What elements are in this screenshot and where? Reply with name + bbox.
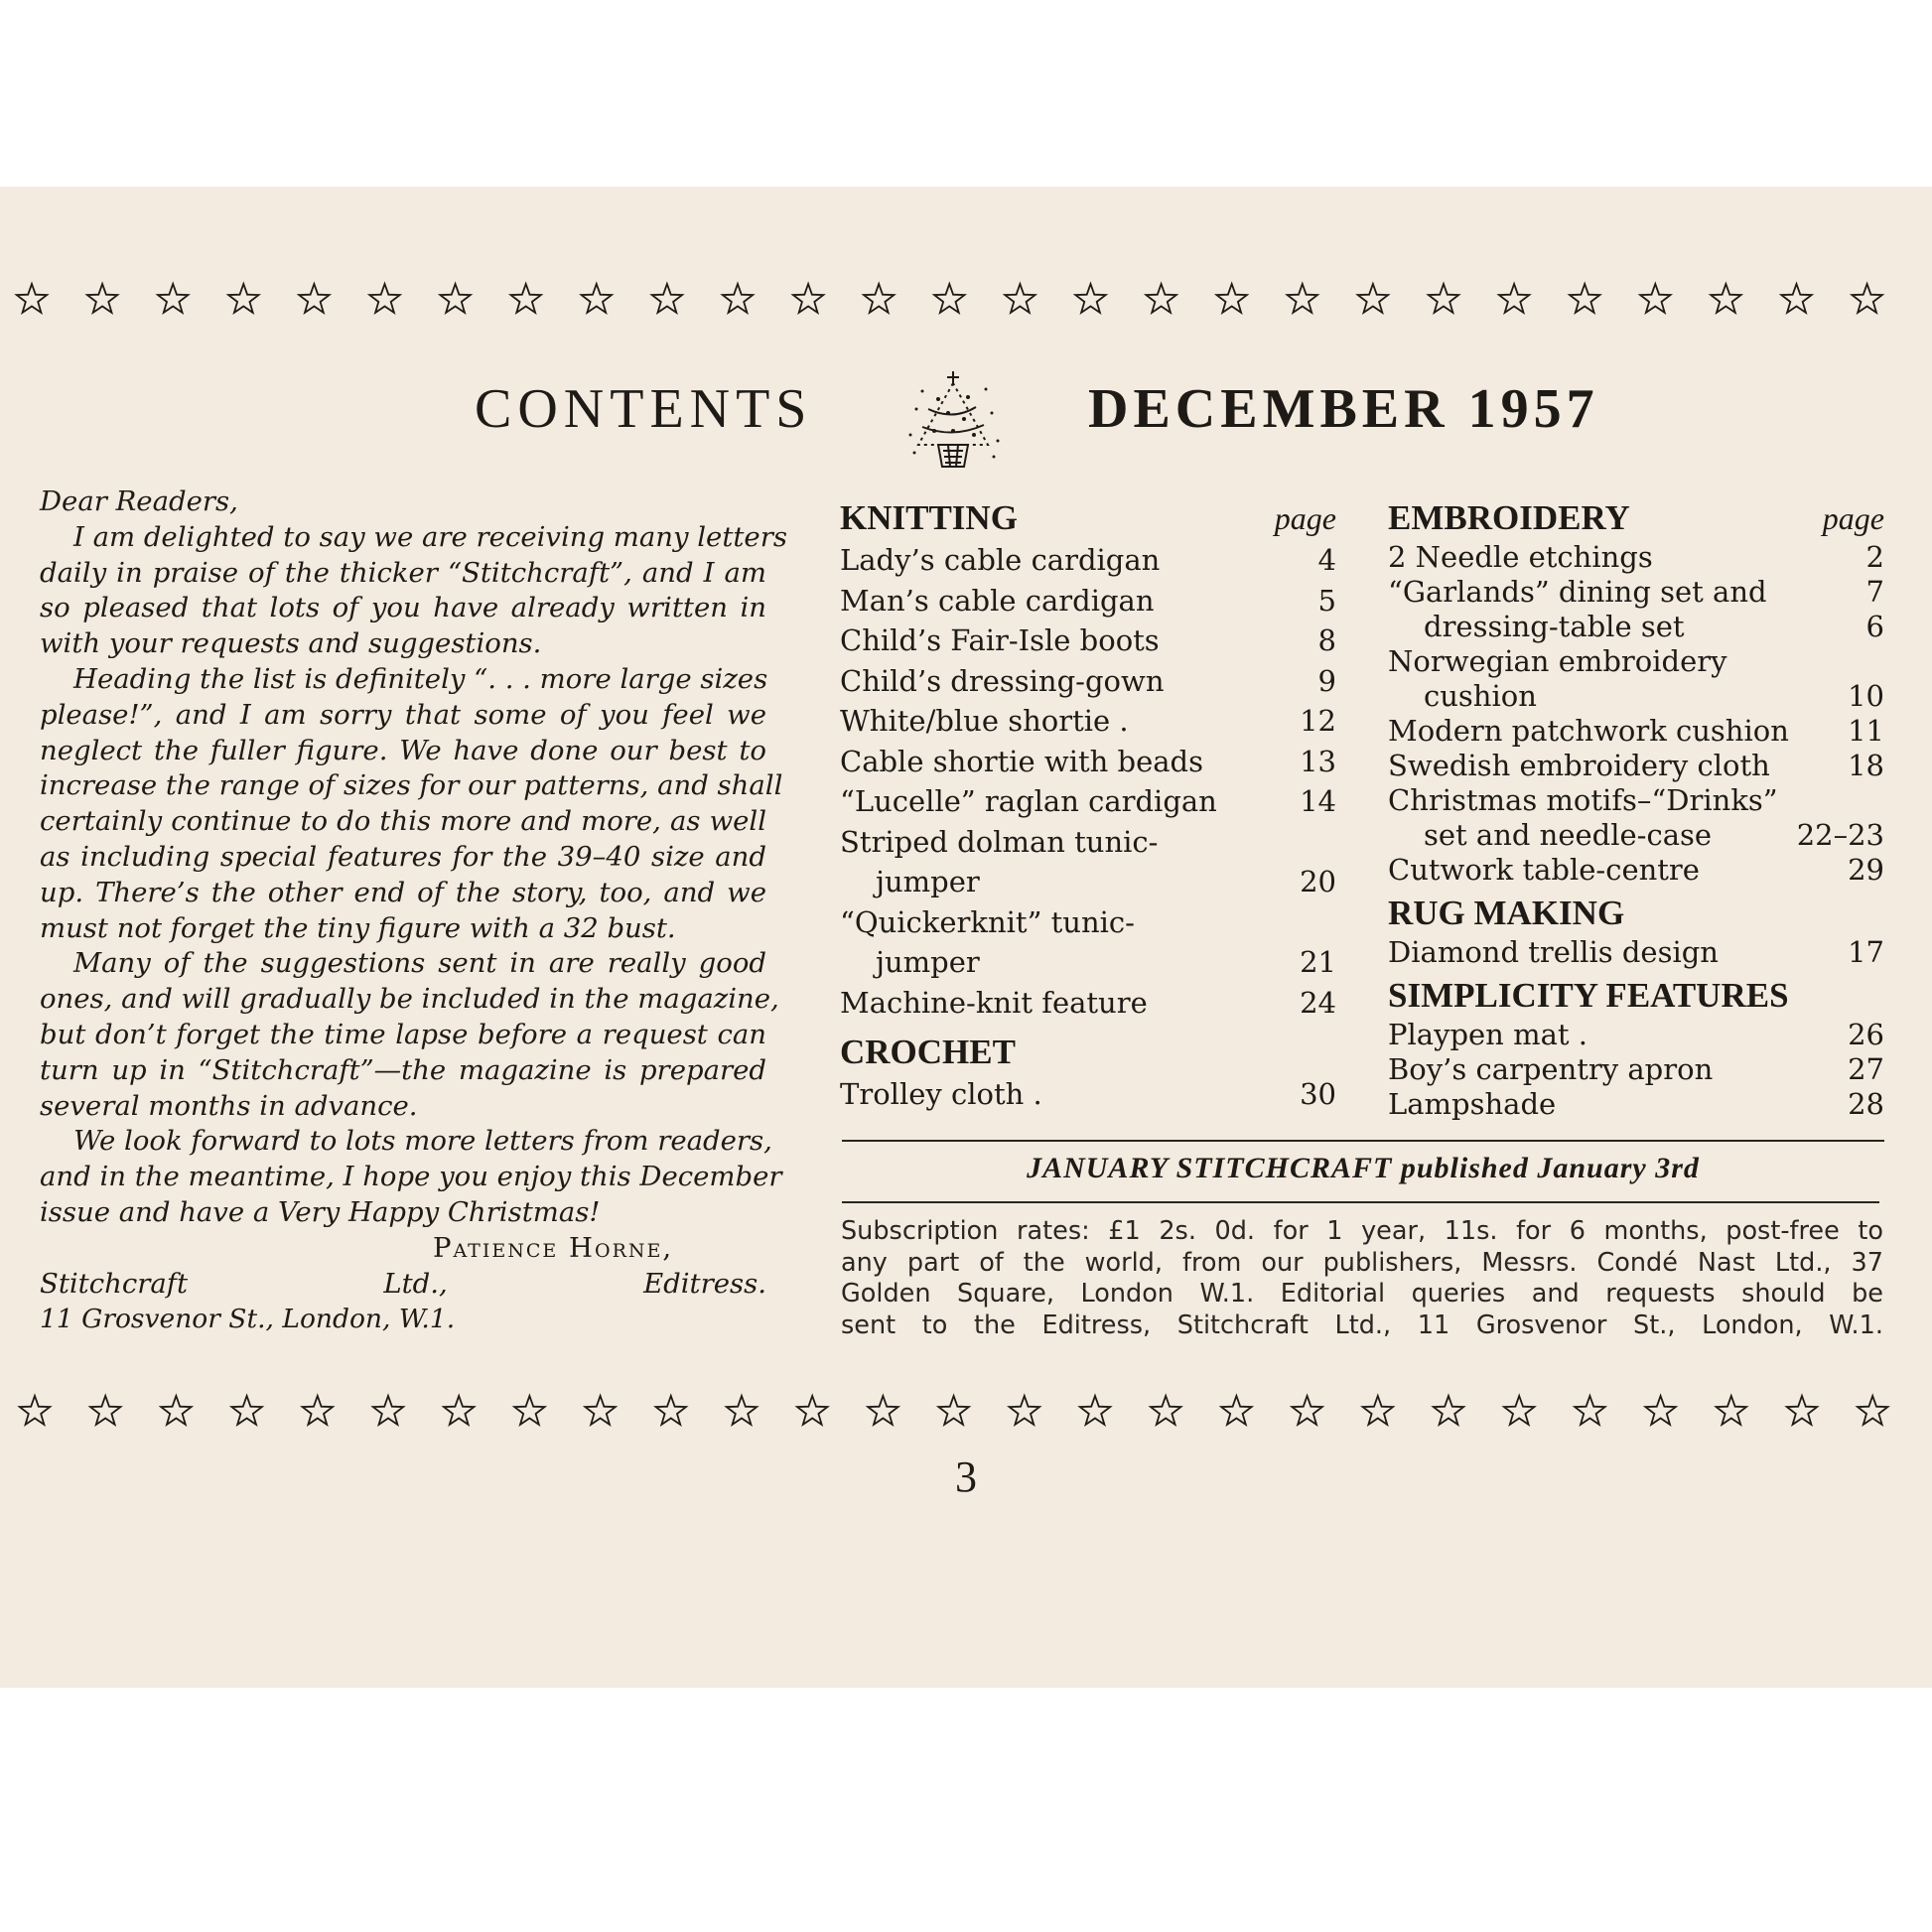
star-ornament xyxy=(20,1396,50,1425)
entry-page-number: 26 xyxy=(1848,1018,1884,1051)
entry-title: set and needle-case xyxy=(1424,818,1713,852)
entry-title: Swedish embroidery cloth xyxy=(1388,749,1770,782)
star-ornament xyxy=(1717,1396,1746,1425)
contents-entry[interactable] xyxy=(840,983,1336,1024)
entry-page-number: 17 xyxy=(1848,935,1884,969)
contents-entry[interactable] xyxy=(840,1074,1336,1114)
letter-line: daily in praise of the thicker “Stitchcraft”, and I am xyxy=(40,556,766,589)
letter-line: must not forget the tiny figure with a 32 bust. xyxy=(40,911,676,944)
contents-entry[interactable] xyxy=(1388,714,1884,749)
star-ornament xyxy=(1640,284,1670,313)
star-ornament xyxy=(656,1396,686,1425)
christmas-tree-icon xyxy=(898,369,1008,474)
star-ornament xyxy=(1005,284,1035,313)
entry-title: Trolley cloth . xyxy=(840,1077,1042,1111)
letter-line: certainly continue to do this more and more, as well xyxy=(40,805,766,838)
page-column-label: page xyxy=(1822,500,1884,536)
star-ornament xyxy=(303,1396,333,1425)
star-ornament xyxy=(1434,1396,1463,1425)
letter-line: Many of the suggestions sent in are really good xyxy=(73,947,766,980)
letter-address: 11 Grosvenor St., London, W.1. xyxy=(40,1304,456,1335)
star-ornament xyxy=(228,284,258,313)
contents-column-right xyxy=(1388,496,1884,1122)
contents-entry[interactable] xyxy=(1388,749,1884,783)
contents-entry[interactable] xyxy=(840,822,1336,863)
entry-title: “Quickerknit” tunic- xyxy=(840,904,1135,939)
letter-line: and in the meantime, I hope you enjoy this December xyxy=(40,1161,782,1193)
entry-title: Lampshade xyxy=(1388,1087,1557,1121)
entry-title: Man’s cable cardigan xyxy=(840,583,1155,618)
knitting-list xyxy=(840,540,1336,1023)
letter-line: Heading the list is definitely “. . . more large sizes xyxy=(73,662,768,695)
contents-entry[interactable] xyxy=(1388,679,1884,714)
star-ornament xyxy=(1852,284,1881,313)
entry-page-number: 30 xyxy=(1300,1077,1336,1111)
subscription-line: sent to the Editress, Stitchcraft Ltd., 11 Grosvenor St., London, W.1. xyxy=(841,1310,1883,1340)
star-ornament xyxy=(652,284,682,313)
subscription-line: Golden Square, London W.1. Editorial queries and requests should be xyxy=(841,1279,1883,1309)
contents-header xyxy=(0,369,1932,469)
star-ornament xyxy=(1781,284,1811,313)
letter-line: turn up in “Stitchcraft”—the magazine is prepared xyxy=(40,1053,766,1086)
star-ornament xyxy=(934,284,964,313)
entry-page-number: 2 xyxy=(1865,540,1884,574)
contents-entry[interactable] xyxy=(840,701,1336,742)
entry-page-number: 12 xyxy=(1300,704,1336,738)
star-ornament xyxy=(511,284,541,313)
contents-entry[interactable] xyxy=(1388,1087,1884,1122)
entry-title: “Lucelle” raglan cardigan xyxy=(840,784,1217,818)
star-ornament xyxy=(444,1396,474,1425)
star-ornament xyxy=(1292,1396,1321,1425)
entry-title: jumper xyxy=(876,865,980,898)
star-ornament xyxy=(793,284,823,313)
entry-title: Cable shortie with beads xyxy=(840,744,1203,778)
entry-page-number: 5 xyxy=(1317,583,1336,618)
section-heading-rug-making: RUG MAKING xyxy=(1388,894,1625,932)
contents-entry[interactable] xyxy=(1388,1052,1884,1087)
contents-entry[interactable] xyxy=(1388,1018,1884,1052)
star-ornament xyxy=(723,284,753,313)
entry-title: Machine-knit feature xyxy=(840,985,1148,1020)
contents-entry[interactable] xyxy=(840,540,1336,581)
entry-title: Norwegian embroidery xyxy=(1388,644,1727,678)
simplicity-list xyxy=(1388,1018,1884,1122)
entry-title: Playpen mat . xyxy=(1388,1018,1587,1051)
star-ornament xyxy=(299,284,329,313)
letter-signature: Patience Horne, xyxy=(433,1231,674,1264)
star-row-top xyxy=(0,280,1932,320)
entry-page-number: 22–23 xyxy=(1796,818,1884,852)
contents-entry[interactable] xyxy=(840,781,1336,822)
entry-title: Christmas motifs–“Drinks” xyxy=(1388,783,1778,817)
contents-entry[interactable] xyxy=(1388,575,1884,610)
entry-title: Child’s Fair-Isle boots xyxy=(840,623,1160,657)
contents-entry[interactable] xyxy=(840,581,1336,621)
entry-title: Child’s dressing-gown xyxy=(840,663,1165,698)
contents-entry[interactable] xyxy=(1388,610,1884,644)
entry-page-number: 13 xyxy=(1300,744,1336,778)
star-ornament xyxy=(1858,1396,1887,1425)
star-ornament xyxy=(727,1396,757,1425)
subscription-line: Subscription rates: £1 2s. 0d. for 1 year, 11s. for 6 months, post-free to xyxy=(841,1216,1883,1246)
star-ornament xyxy=(440,284,470,313)
star-ornament xyxy=(582,284,612,313)
star-ornament xyxy=(17,284,47,313)
letter-line: issue and have a Very Happy Christmas! xyxy=(40,1195,601,1228)
letter-line: up. There’s the other end of the story, too, and we xyxy=(40,876,766,908)
section-heading-simplicity: SIMPLICITY FEATURES xyxy=(1388,976,1789,1015)
letter-line: please!”, and I am sorry that some of you feel we xyxy=(40,698,766,731)
letter-line: We look forward to lots more letters from readers, xyxy=(73,1125,772,1158)
entry-page-number: 10 xyxy=(1848,679,1884,713)
letter-line: but don’t forget the time lapse before a request can xyxy=(40,1018,766,1050)
star-ornament xyxy=(90,1396,120,1425)
letter-line: increase the range of sizes for our patterns, and shall xyxy=(40,769,783,802)
contents-entry[interactable] xyxy=(1388,644,1884,679)
divider-rule xyxy=(842,1140,1884,1142)
entry-title: dressing-table set xyxy=(1424,610,1685,643)
entry-title: “Garlands” dining set and xyxy=(1388,575,1767,609)
star-ornament xyxy=(938,1396,968,1425)
contents-title: CONTENTS xyxy=(475,378,813,440)
star-ornament xyxy=(1151,1396,1180,1425)
entry-title: Cutwork table-centre xyxy=(1388,853,1700,887)
star-ornament xyxy=(1288,284,1317,313)
star-ornament xyxy=(1429,284,1458,313)
entry-page-number: 6 xyxy=(1865,610,1884,643)
contents-entry[interactable] xyxy=(840,742,1336,782)
page-number: 3 xyxy=(955,1452,977,1501)
star-border-bottom xyxy=(0,1392,1932,1432)
crochet-list xyxy=(840,1074,1336,1114)
issue-date: DECEMBER 1957 xyxy=(1088,378,1599,440)
star-ornament xyxy=(161,1396,191,1425)
entry-title: cushion xyxy=(1424,679,1537,713)
star-ornament xyxy=(231,1396,261,1425)
star-ornament xyxy=(1010,1396,1039,1425)
star-row-bottom xyxy=(0,1392,1932,1432)
divider-rule xyxy=(842,1201,1879,1203)
contents-entry[interactable] xyxy=(1388,540,1884,575)
letter-role: Editress. xyxy=(643,1267,766,1300)
star-ornament xyxy=(1711,284,1740,313)
contents-entry[interactable] xyxy=(1388,853,1884,888)
star-ornament xyxy=(1645,1396,1675,1425)
letter-company: Stitchcraft Ltd., xyxy=(40,1267,448,1300)
letter-line: several months in advance. xyxy=(40,1089,418,1122)
letter-line: I am delighted to say we are receiving many letters xyxy=(73,520,787,553)
star-ornament xyxy=(1221,1396,1251,1425)
letter-body xyxy=(40,520,787,1231)
entry-title: Boy’s carpentry apron xyxy=(1388,1052,1714,1086)
contents-entry[interactable] xyxy=(840,942,1336,983)
entry-page-number: 11 xyxy=(1848,714,1884,748)
star-ornament xyxy=(797,1396,827,1425)
entry-title: 2 Needle etchings xyxy=(1388,540,1653,574)
star-ornament xyxy=(1075,284,1105,313)
contents-entry[interactable] xyxy=(840,661,1336,702)
rug-making-list xyxy=(1388,935,1884,970)
entry-page-number: 24 xyxy=(1300,985,1336,1020)
star-ornament xyxy=(1570,284,1599,313)
entry-title: Striped dolman tunic- xyxy=(840,824,1159,859)
letter-line: as including special features for the 39–40 size and xyxy=(40,840,766,873)
star-ornament xyxy=(1217,284,1247,313)
entry-title: Diamond trellis design xyxy=(1388,935,1719,969)
entry-page-number: 28 xyxy=(1848,1087,1884,1121)
contents-column-left xyxy=(840,496,1336,1114)
embroidery-list xyxy=(1388,540,1884,888)
entry-title: White/blue shortie . xyxy=(840,704,1129,738)
entry-page-number: 27 xyxy=(1848,1052,1884,1086)
star-ornament xyxy=(158,284,188,313)
contents-entry[interactable] xyxy=(840,621,1336,661)
entry-page-number: 8 xyxy=(1317,623,1336,657)
contents-entry[interactable] xyxy=(1388,935,1884,970)
next-issue-announcement: JANUARY STITCHCRAFT published January 3rd xyxy=(1027,1152,1700,1184)
letter-line: ones, and will gradually be included in the magazine, xyxy=(40,983,779,1016)
star-ornament xyxy=(87,284,117,313)
subscription-info xyxy=(841,1216,1883,1341)
entry-page-number: 21 xyxy=(1300,945,1336,979)
entry-page-number: 18 xyxy=(1848,749,1884,782)
editor-letter xyxy=(40,484,787,1337)
letter-line: so pleased that lots of you have already written in xyxy=(40,592,766,624)
star-ornament xyxy=(868,1396,897,1425)
star-ornament xyxy=(1146,284,1175,313)
contents-entry[interactable] xyxy=(840,902,1336,943)
letter-line: with your requests and suggestions. xyxy=(40,627,542,660)
entry-page-number: 9 xyxy=(1317,663,1336,698)
contents-entry[interactable] xyxy=(1388,783,1884,818)
star-border-top xyxy=(0,280,1932,320)
star-ornament xyxy=(514,1396,544,1425)
star-ornament xyxy=(1499,284,1529,313)
entry-page-number: 4 xyxy=(1317,543,1336,577)
star-ornament xyxy=(585,1396,615,1425)
star-ornament xyxy=(373,1396,403,1425)
entry-page-number: 20 xyxy=(1300,865,1336,898)
contents-entry[interactable] xyxy=(840,862,1336,902)
section-heading-crochet: CROCHET xyxy=(840,1033,1016,1071)
star-ornament xyxy=(1787,1396,1817,1425)
letter-signoff xyxy=(40,1267,766,1303)
entry-page-number: 7 xyxy=(1865,575,1884,609)
entry-page-number: 14 xyxy=(1300,784,1336,818)
letter-salutation: Dear Readers, xyxy=(40,485,238,517)
entry-title: jumper xyxy=(876,945,980,979)
star-ornament xyxy=(1575,1396,1604,1425)
section-heading-embroidery: EMBROIDERY xyxy=(1388,498,1630,537)
star-ornament xyxy=(1363,1396,1393,1425)
star-ornament xyxy=(1358,284,1388,313)
star-ornament xyxy=(864,284,894,313)
page-column-label: page xyxy=(1274,500,1336,536)
entry-title: Lady’s cable cardigan xyxy=(840,543,1161,577)
entry-page-number: 29 xyxy=(1848,853,1884,887)
star-ornament xyxy=(369,284,399,313)
letter-line: neglect the fuller figure. We have done our best to xyxy=(40,734,766,766)
subscription-line: any part of the world, from our publishers, Messrs. Condé Nast Ltd., 37 xyxy=(841,1247,1883,1278)
star-ornament xyxy=(1080,1396,1110,1425)
entry-title: Modern patchwork cushion xyxy=(1388,714,1789,748)
contents-entry[interactable] xyxy=(1388,818,1884,853)
section-heading-knitting: KNITTING xyxy=(840,498,1018,537)
star-ornament xyxy=(1504,1396,1534,1425)
